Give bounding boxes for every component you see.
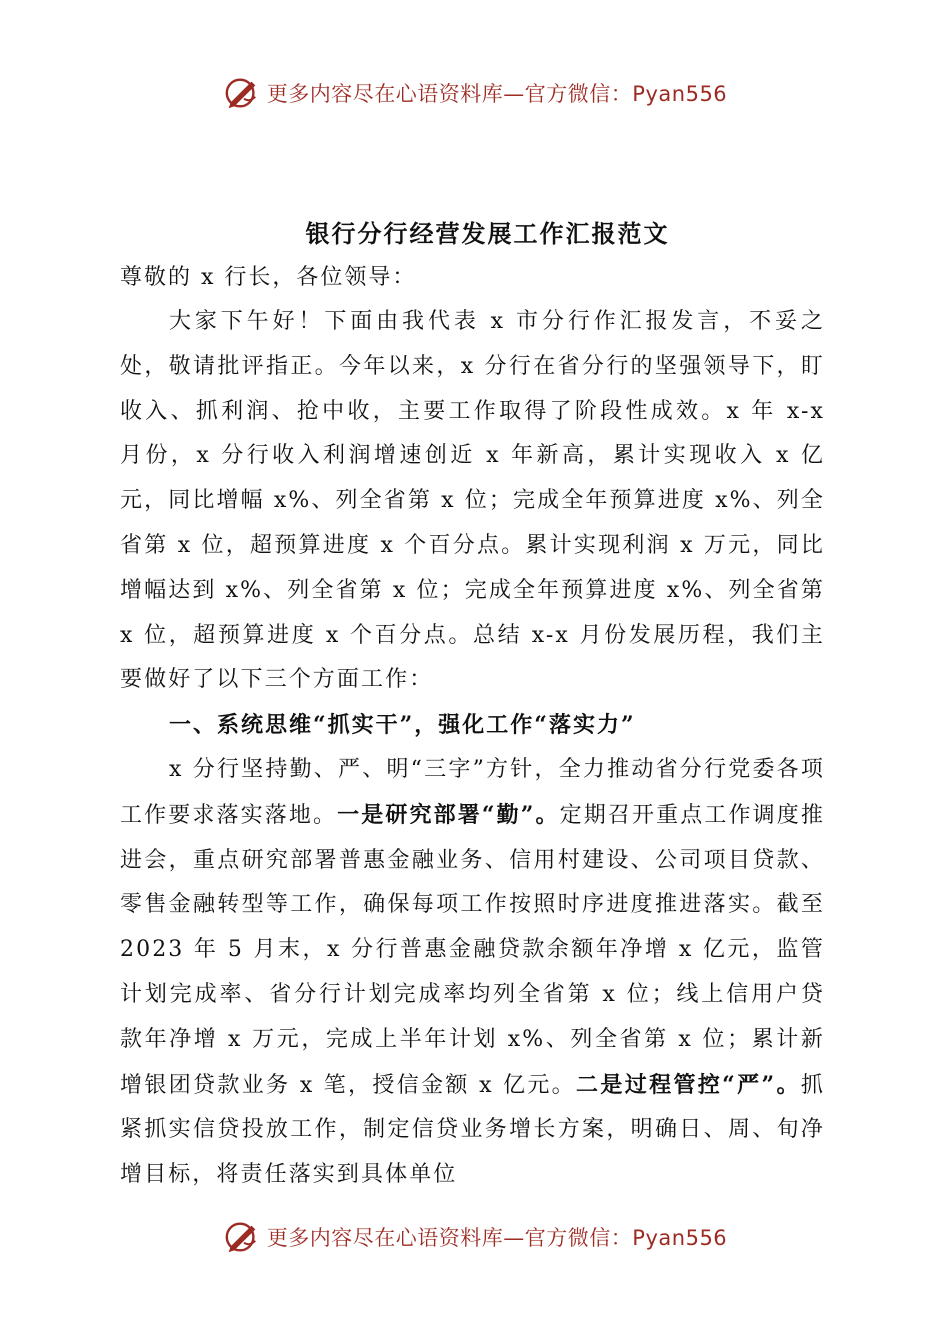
salutation: 尊敬的 x 行长，各位领导： [120,265,417,290]
section-1-heading: 一、系统思维“抓实干”，强化工作“落实力” [169,712,636,739]
footer-watermark-banner [0,1212,950,1262]
document-title: 银行分行经营发展工作汇报范文 [305,219,670,248]
pen-logo-icon [223,1218,261,1256]
paragraph-text: 定期召开重点工作调度推进会，重点研究部署普惠金融业务、信用村建设、公司项目贷款、零售金融转型等工作，确保每项工作按照时序进度推进落实。截至 2023 年 5 月末，x 分行普惠金融贷款余额年净增 x 亿元，监管计划完成率、省分行计划完成率均列全省第 x 位；线上信用户贷款年净增 x 万元，完成上半年计划 x%、列全省第 x 位；累计新增银团贷款业务 x 笔，授信金额 x 亿元。 [120,802,825,1098]
paragraph-text: 抓紧抓实信贷投放工作，制定信贷业务增长方案，明确日、周、旬净增目标，将责任落实到具体单位 [120,1072,825,1188]
document-body [120,212,825,1198]
banner-text: 更多内容尽在心语资料库—官方微信：Pyan556 [266,1226,728,1250]
header-watermark-banner [0,68,950,118]
point-one-label: 一是研究部署“勤”。 [337,801,560,828]
section-1-paragraph [120,748,825,1198]
paragraph-text: x 分行坚持勤、严、明“三字”方针，全力推动省分行党委各项工作要求落实落地。 [120,756,825,828]
point-two-label: 二是过程管控“严”。 [576,1071,801,1098]
pen-logo-icon [223,74,261,112]
intro-paragraph: 大家下午好！下面由我代表 x 市分行作汇报发言，不妥之处，敬请批评指正。今年以来，x 分行在省分行的坚强领导下，盯收入、抓利润、抢中收，主要工作取得了阶段性成效。x 年 x-x 月份，x 分行收入利润增速创近 x 年新高，累计实现收入 x 亿元，同比增幅 x%、列全省第 x 位；完成全年预算进度 x%、列全省第 x 位，超预算进度 x 个百分点。累计实现利润 x 万元，同比增幅达到 x%、列全省第 x 位；完成全年预算进度 x%、列全省第 x 位，超预算进度 x 个百分点。总结 x-x 月份发展历程，我们主要做好了以下三个方面工作： [120,309,825,693]
banner-text: 更多内容尽在心语资料库—官方微信：Pyan556 [266,82,728,106]
